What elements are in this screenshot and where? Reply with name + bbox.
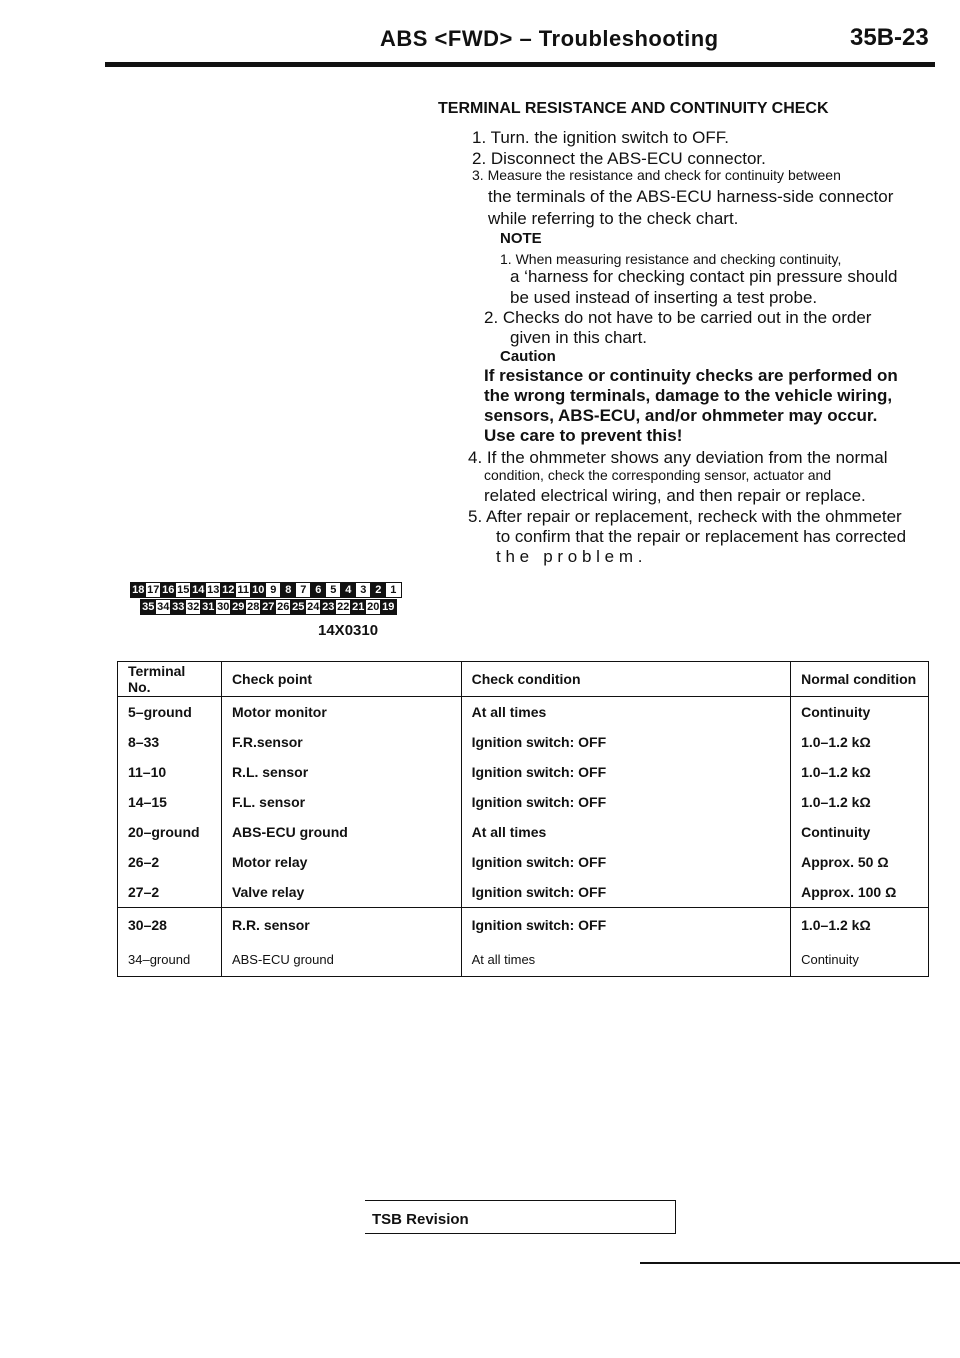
caution-heading: Caution	[500, 348, 556, 365]
connector-pin: 24	[305, 599, 322, 615]
table-cell: Continuity	[791, 817, 929, 847]
connector-pin: 23	[320, 599, 337, 615]
step-5-line3: t h e p r o b l e m .	[496, 547, 643, 566]
table-header-row	[118, 662, 929, 697]
table-cell: At all times	[461, 697, 790, 728]
connector-pin: 28	[245, 599, 262, 615]
table-cell: 8–33	[118, 727, 222, 757]
step-3-line1: 3. Measure the resistance and check for continuity between	[472, 167, 841, 183]
table-cell: 20–ground	[118, 817, 222, 847]
caution-line-2: the wrong terminals, damage to the vehicle wiring,	[484, 386, 893, 405]
caution-line-1: If resistance or continuity checks are performed on	[484, 366, 898, 385]
table-cell: At all times	[461, 942, 790, 977]
page-header-title: ABS <FWD> – Troubleshooting	[380, 26, 719, 51]
table-cell: 1.0–1.2 kΩ	[791, 787, 929, 817]
connector-pin: 8	[280, 582, 297, 598]
connector-pin: 32	[185, 599, 202, 615]
table-cell: Motor monitor	[221, 697, 461, 728]
step-4-line1: 4. If the ohmmeter shows any deviation from the normal	[468, 448, 888, 467]
section-title: TERMINAL RESISTANCE AND CONTINUITY CHECK	[438, 100, 829, 117]
table-cell: Ignition switch: OFF	[461, 877, 790, 908]
connector-pin: 27	[260, 599, 277, 615]
connector-pin: 11	[235, 582, 252, 598]
table-row	[118, 908, 929, 943]
table-cell: Ignition switch: OFF	[461, 727, 790, 757]
check-chart-table	[117, 661, 929, 977]
table-cell: R.R. sensor	[221, 908, 461, 943]
table-cell: 26–2	[118, 847, 222, 877]
step-2: 2. Disconnect the ABS-ECU connector.	[472, 149, 766, 168]
connector-pin: 14	[190, 582, 207, 598]
connector-pin: 16	[160, 582, 177, 598]
table-cell: At all times	[461, 817, 790, 847]
table-cell: Ignition switch: OFF	[461, 847, 790, 877]
table-row	[118, 817, 929, 847]
table-cell: 1.0–1.2 kΩ	[791, 757, 929, 787]
table-cell: 34–ground	[118, 942, 222, 977]
connector-pin: 29	[230, 599, 247, 615]
connector-pin: 31	[200, 599, 217, 615]
connector-pin: 30	[215, 599, 232, 615]
table-cell: Ignition switch: OFF	[461, 757, 790, 787]
table-header-cell: Check point	[221, 662, 461, 697]
connector-pin: 7	[295, 582, 312, 598]
table-row	[118, 847, 929, 877]
note-line-5: given in this chart.	[510, 328, 648, 347]
table-cell: Continuity	[791, 697, 929, 728]
connector-pin: 22	[335, 599, 352, 615]
connector-pin: 6	[310, 582, 327, 598]
note-heading: NOTE	[500, 230, 542, 247]
table-cell: Ignition switch: OFF	[461, 908, 790, 943]
table-row	[118, 942, 929, 977]
connector-pin: 4	[340, 582, 357, 598]
connector-pin: 10	[250, 582, 267, 598]
header-rule	[105, 62, 935, 67]
footer-rule	[640, 1262, 960, 1264]
connector-pin: 5	[325, 582, 342, 598]
table-cell: 1.0–1.2 kΩ	[791, 727, 929, 757]
connector-pin: 17	[145, 582, 162, 598]
table-row	[118, 757, 929, 787]
table-cell: Approx. 100 Ω	[791, 877, 929, 908]
connector-pin: 20	[365, 599, 382, 615]
table-cell: F.R.sensor	[221, 727, 461, 757]
table-cell: Continuity	[791, 942, 929, 977]
tsb-revision-label: TSB Revision	[372, 1211, 469, 1228]
figure-label: 14X0310	[318, 622, 379, 639]
caution-line-3: sensors, ABS-ECU, and/or ohmmeter may occur.	[484, 406, 878, 425]
page-number: 35B-23	[850, 24, 929, 51]
step-3-line3: while referring to the check chart.	[488, 209, 739, 228]
step-4-line2: condition, check the corresponding sensor, actuator and	[484, 467, 832, 483]
table-cell: Valve relay	[221, 877, 461, 908]
step-5-line1: 5. After repair or replacement, recheck with the ohmmeter	[468, 507, 902, 526]
table-cell: 14–15	[118, 787, 222, 817]
caution-line-4: Use care to prevent this!	[484, 426, 683, 445]
connector-pin: 15	[175, 582, 192, 598]
connector-pin: 19	[380, 599, 397, 615]
table-row	[118, 787, 929, 817]
table-row	[118, 727, 929, 757]
connector-pin: 12	[220, 582, 237, 598]
connector-pin: 33	[170, 599, 187, 615]
connector-pin: 21	[350, 599, 367, 615]
table-cell: Motor relay	[221, 847, 461, 877]
table-cell: 30–28	[118, 908, 222, 943]
connector-pin: 1	[385, 582, 402, 598]
table-cell: 5–ground	[118, 697, 222, 728]
step-5-line2: to confirm that the repair or replacement has corrected	[496, 527, 907, 546]
connector-pin: 25	[290, 599, 307, 615]
note-line-3: be used instead of inserting a test probe.	[510, 288, 818, 307]
table-cell: 1.0–1.2 kΩ	[791, 908, 929, 943]
connector-pin: 34	[155, 599, 172, 615]
table-cell: 11–10	[118, 757, 222, 787]
connector-pin: 3	[355, 582, 372, 598]
table-header-cell: Check condition	[461, 662, 790, 697]
table-row	[118, 877, 929, 908]
connector-pin: 18	[130, 582, 147, 598]
table-cell: F.L. sensor	[221, 787, 461, 817]
connector-pin: 13	[205, 582, 222, 598]
step-4-line3: related electrical wiring, and then repair or replace.	[484, 486, 866, 505]
table-cell: Ignition switch: OFF	[461, 787, 790, 817]
connector-pin: 26	[275, 599, 292, 615]
connector-diagram	[130, 582, 400, 616]
note-line-2: a ‘harness for checking contact pin pressure should	[510, 267, 898, 286]
connector-bottom-row	[140, 599, 400, 616]
step-1: 1. Turn. the ignition switch to OFF.	[472, 128, 730, 147]
table-cell: ABS-ECU ground	[221, 942, 461, 977]
table-row	[118, 697, 929, 728]
connector-pin: 35	[140, 599, 157, 615]
note-line-1: 1. When measuring resistance and checking continuity,	[500, 251, 842, 267]
table-cell: Approx. 50 Ω	[791, 847, 929, 877]
connector-pin: 2	[370, 582, 387, 598]
table-header-cell: Terminal No.	[118, 662, 222, 697]
table-cell: ABS-ECU ground	[221, 817, 461, 847]
table-cell: R.L. sensor	[221, 757, 461, 787]
step-3-line2: the terminals of the ABS-ECU harness-side connector	[488, 187, 894, 206]
table-header-cell: Normal condition	[791, 662, 929, 697]
note-line-4: 2. Checks do not have to be carried out in the order	[484, 308, 872, 327]
connector-top-row	[130, 582, 400, 599]
table-cell: 27–2	[118, 877, 222, 908]
connector-pin: 9	[265, 582, 282, 598]
